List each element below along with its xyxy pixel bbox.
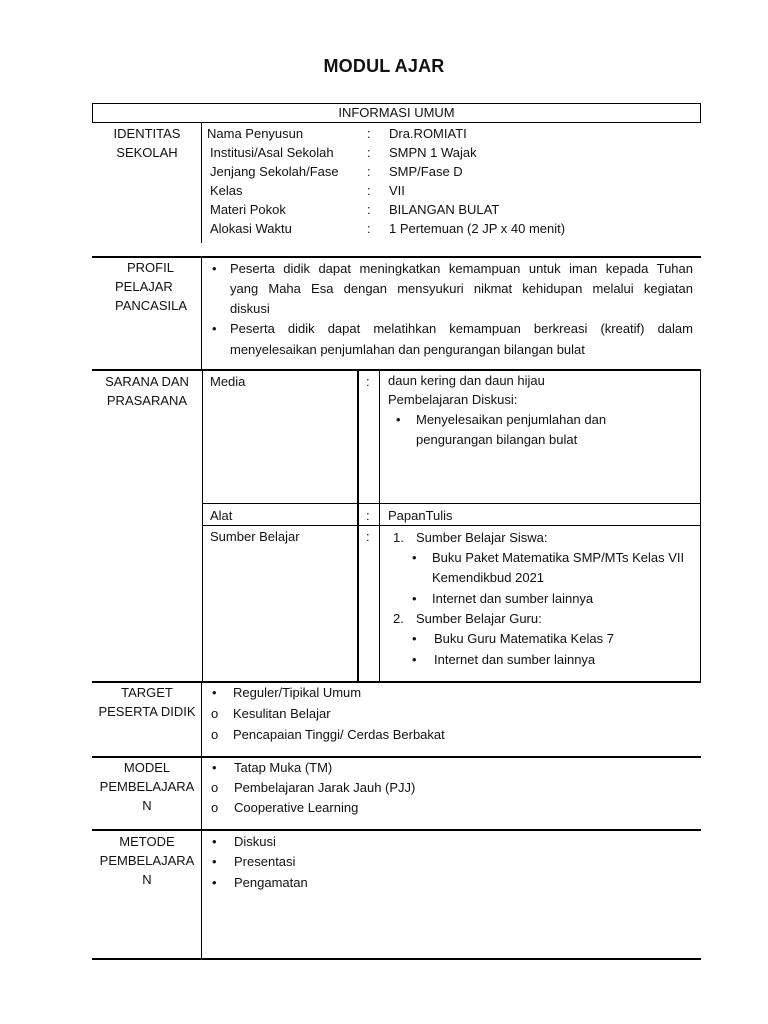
sumber-guru-item: Internet dan sumber lainnya	[434, 652, 596, 667]
model-item: Tatap Muka (TM)	[234, 760, 333, 775]
sarana-left-border	[202, 370, 203, 682]
target-label: TARGET PESERTA DIDIK	[98, 685, 196, 719]
sumber-siswa-item: Internet dan sumber lainnya	[432, 591, 594, 606]
media-line1: daun kering dan daun hijau	[388, 373, 545, 388]
profil-line: Peserta didik dapat melatihkan kemampuan berkreasi (kreatif) dalam	[230, 321, 693, 336]
media-key: Media	[210, 374, 246, 389]
info-header: INFORMASI UMUM	[338, 105, 455, 120]
identitas-value-institusi: SMPN 1 Wajak	[389, 145, 477, 160]
bullet-icon	[212, 259, 217, 278]
bullet-icon	[212, 852, 217, 871]
alat-colon: :	[366, 508, 370, 523]
bullet-icon	[412, 589, 417, 608]
identitas-key: Institusi/Asal Sekolah	[210, 145, 334, 160]
identitas-value-kelas: VII	[389, 183, 405, 198]
sarana-row-line-1	[202, 503, 701, 504]
bullet-icon	[412, 548, 417, 567]
identitas-value-jenjang: SMP/Fase D	[389, 164, 463, 179]
identitas-value-materi: BILANGAN BULAT	[389, 202, 500, 217]
model-item: Cooperative Learning	[234, 800, 359, 815]
separator-metode	[92, 829, 701, 831]
identitas-colon: :	[367, 164, 371, 179]
identitas-key: Nama Penyusun	[207, 126, 304, 141]
sarana-key-divider	[357, 370, 359, 682]
circle-icon	[211, 778, 218, 797]
identitas-colon: :	[367, 183, 371, 198]
media-bullet-line: pengurangan bilangan bulat	[416, 432, 578, 447]
alat-value: PapanTulis	[388, 508, 453, 523]
profil-line: Peserta didik dapat meningkatkan kemampuan untuk iman kepada Tuhan	[230, 261, 693, 276]
target-item: Reguler/Tipikal Umum	[233, 685, 362, 700]
sumber-guru-item: Buku Guru Matematika Kelas 7	[434, 631, 614, 646]
bullet-icon	[412, 650, 417, 669]
identitas-key: Kelas	[210, 183, 243, 198]
sumber-siswa-item: Buku Paket Matematika SMP/MTs Kelas VII	[432, 550, 685, 565]
circle-icon	[211, 725, 218, 744]
bullet-icon	[212, 319, 217, 338]
bullet-icon	[412, 629, 417, 648]
identitas-colon: :	[367, 221, 371, 236]
sumber-siswa-item: Kemendikbud 2021	[432, 570, 545, 585]
media-colon: :	[366, 374, 370, 389]
sumber-guru-title: Sumber Belajar Guru:	[416, 611, 542, 626]
identitas-key: Materi Pokok	[210, 202, 286, 217]
metode-item: Presentasi	[234, 854, 296, 869]
sumber-key: Sumber Belajar	[210, 529, 300, 544]
profil-line: diskusi	[230, 301, 270, 316]
bullet-icon	[212, 832, 217, 851]
metode-item: Diskusi	[234, 834, 276, 849]
sarana-row-line-2	[202, 525, 701, 526]
model-item: Pembelajaran Jarak Jauh (PJJ)	[234, 780, 416, 795]
bullet-icon	[212, 683, 217, 702]
identitas-label: IDENTITAS SEKOLAH	[113, 126, 181, 160]
identitas-value-penyusun: Dra.ROMIATI	[389, 126, 467, 141]
table-bottom-line	[92, 958, 701, 960]
bullet-icon	[212, 873, 217, 892]
profil-line: yang Maha Esa dengan mensyukuri nikmat kehidupan melalui kegiatan	[230, 281, 693, 296]
bullet-icon	[396, 410, 401, 429]
sumber-siswa-title: Sumber Belajar Siswa:	[416, 530, 548, 545]
sarana-label: SARANA DAN PRASARANA	[105, 374, 189, 408]
circle-icon	[211, 798, 218, 817]
identitas-colon: :	[367, 126, 371, 141]
profil-label: PROFIL PELAJAR PANCASILA	[115, 260, 188, 313]
page-title: MODUL AJAR	[323, 56, 445, 76]
bullet-icon	[212, 758, 217, 777]
left-divider-3	[201, 682, 202, 958]
profil-line: menyelesaikan penjumlahan dan pengurangan bilangan bulat	[230, 342, 585, 357]
identitas-colon: :	[367, 202, 371, 217]
target-item: Pencapaian Tinggi/ Cerdas Berbakat	[233, 727, 445, 742]
identitas-key: Alokasi Waktu	[210, 221, 292, 236]
media-line2: Pembelajaran Diskusi:	[388, 392, 518, 407]
sumber-siswa-num: 1.	[393, 530, 404, 545]
model-label: MODEL PEMBELAJARA N	[99, 760, 195, 813]
metode-item: Pengamatan	[234, 875, 308, 890]
identitas-value-alokasi: 1 Pertemuan (2 JP x 40 menit)	[389, 221, 566, 236]
sumber-guru-num: 2.	[393, 611, 404, 626]
identitas-colon: :	[367, 145, 371, 160]
media-bullet-line: Menyelesaikan penjumlahan dan	[416, 412, 607, 427]
sumber-colon: :	[366, 529, 370, 544]
sarana-colon-divider	[379, 370, 380, 682]
metode-label: METODE PEMBELAJARA N	[99, 834, 195, 887]
identitas-key: Jenjang Sekolah/Fase	[210, 164, 339, 179]
target-item: Kesulitan Belajar	[233, 706, 331, 721]
alat-key: Alat	[210, 508, 233, 523]
sarana-right-border	[700, 370, 701, 682]
circle-icon	[211, 704, 218, 723]
